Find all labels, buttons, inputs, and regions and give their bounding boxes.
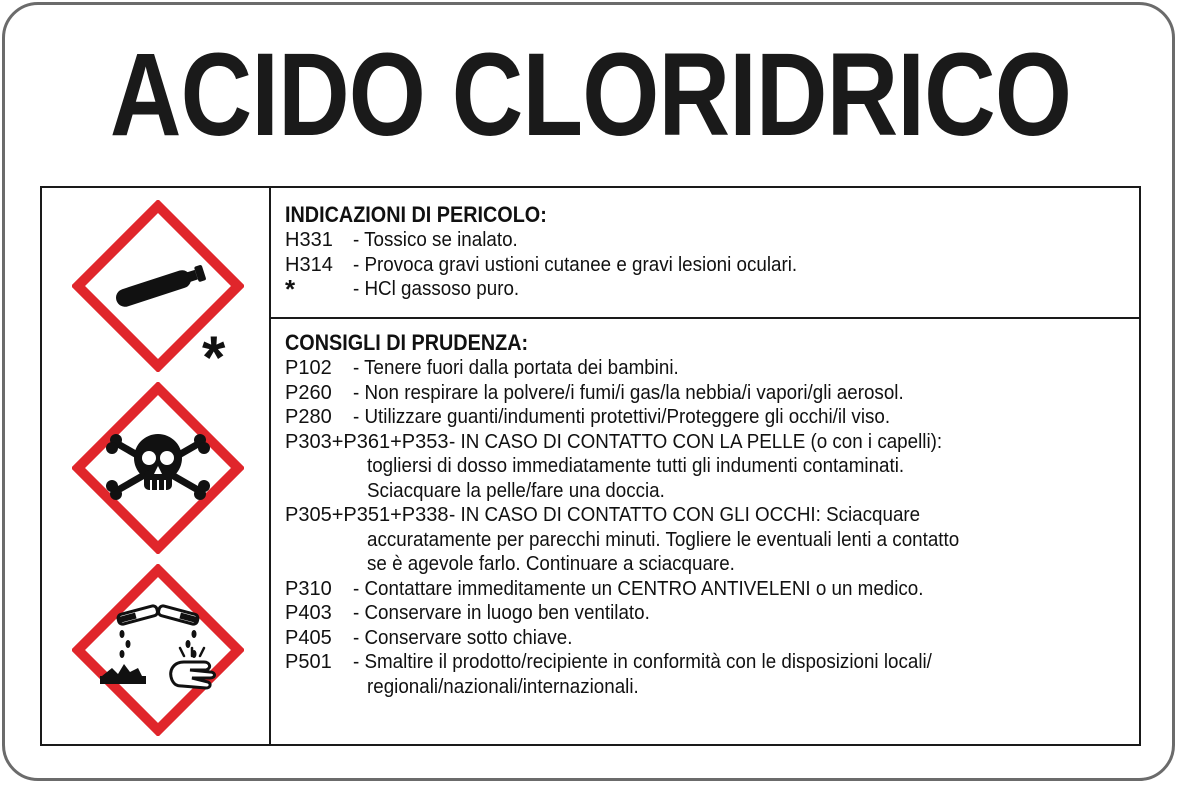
prudence-code: P403 <box>285 602 332 624</box>
skull-crossbones-icon <box>72 382 244 554</box>
prudence-item <box>285 503 1141 528</box>
hazard-item <box>285 274 1141 304</box>
hazard-code: H314 <box>285 253 333 276</box>
pictogram-column <box>42 188 271 744</box>
prudence-item <box>285 650 1141 675</box>
prudence-item <box>285 577 1141 602</box>
prudence-text: - Contattare immeditamente un CENTRO ANTIVELENI o un medico. <box>353 577 924 600</box>
prudence-code: P501 <box>285 651 332 673</box>
prudence-text: - IN CASO DI CONTATTO CON GLI OCCHI: Sciacquare <box>448 504 920 526</box>
prudence-text: - Tenere fuori dalla portata dei bambini. <box>353 357 679 379</box>
prudence-item <box>285 405 1141 430</box>
prudence-heading: CONSIGLI DI PRUDENZA: <box>285 330 529 355</box>
prudence-continuation-text: se è agevole farlo. Continuare a sciacquare. <box>367 553 735 575</box>
prudence-code: P102 <box>285 357 332 379</box>
prudence-text: - Non respirare la polvere/i fumi/i gas/la nebbia/i vapori/gli aerosol. <box>353 381 904 404</box>
hazard-code: * <box>285 274 296 304</box>
corrosion-icon <box>72 564 244 736</box>
prudence-text: - Smaltire il prodotto/recipiente in conformità con le disposizioni locali/ <box>353 651 932 673</box>
prudence-code: P305+P351+P338 <box>285 504 449 526</box>
prudence-continuation-text: regionali/nazionali/internazionali. <box>367 675 639 698</box>
prudence-code: P260 <box>285 381 332 404</box>
prudence-text: - IN CASO DI CONTATTO CON LA PELLE (o con i capelli): <box>448 430 942 453</box>
prudence-text: - Utilizzare guanti/indumenti protettivi/Proteggere gli occhi/il viso. <box>353 406 891 428</box>
prudence-section <box>271 320 1141 744</box>
page-title: ACIDO CLORIDRICO <box>109 29 1072 161</box>
prudence-continuation <box>285 528 1141 553</box>
prudence-code: P310 <box>285 577 332 600</box>
prudence-continuation-text: Sciacquare la pelle/fare una doccia. <box>367 479 665 502</box>
prudence-code: P280 <box>285 406 332 428</box>
hazard-code: H331 <box>285 229 333 251</box>
prudence-item <box>285 626 1141 651</box>
prudence-continuation <box>285 479 1141 504</box>
prudence-code: P303+P361+P353 <box>285 430 449 453</box>
prudence-item <box>285 381 1141 406</box>
hazard-heading: INDICAZIONI DI PERICOLO: <box>285 202 547 227</box>
hazard-text: - Tossico se inalato. <box>353 229 518 251</box>
prudence-item <box>285 601 1141 626</box>
prudence-item <box>285 356 1141 381</box>
prudence-code: P405 <box>285 626 332 649</box>
hazard-text: - Provoca gravi ustioni cutanee e gravi lesioni oculari. <box>353 253 798 276</box>
prudence-text: - Conservare in luogo ben ventilato. <box>353 602 650 624</box>
hazard-item <box>285 228 1141 253</box>
pictogram-asterisk: * <box>202 324 226 391</box>
info-panel <box>40 186 1141 746</box>
prudence-continuation <box>285 675 1141 700</box>
hazard-text: - HCl gassoso puro. <box>353 278 520 300</box>
prudence-continuation <box>285 552 1141 577</box>
prudence-text: - Conservare sotto chiave. <box>353 626 573 649</box>
prudence-item <box>285 430 1141 455</box>
hazard-section <box>271 188 1141 319</box>
prudence-continuation <box>285 454 1141 479</box>
hazard-item <box>285 253 1141 278</box>
prudence-continuation-text: accuratamente per parecchi minuti. Togliere le eventuali lenti a contatto <box>367 528 960 551</box>
prudence-continuation-text: togliersi di dosso immediatamente tutti gli indumenti contaminati. <box>367 455 905 477</box>
